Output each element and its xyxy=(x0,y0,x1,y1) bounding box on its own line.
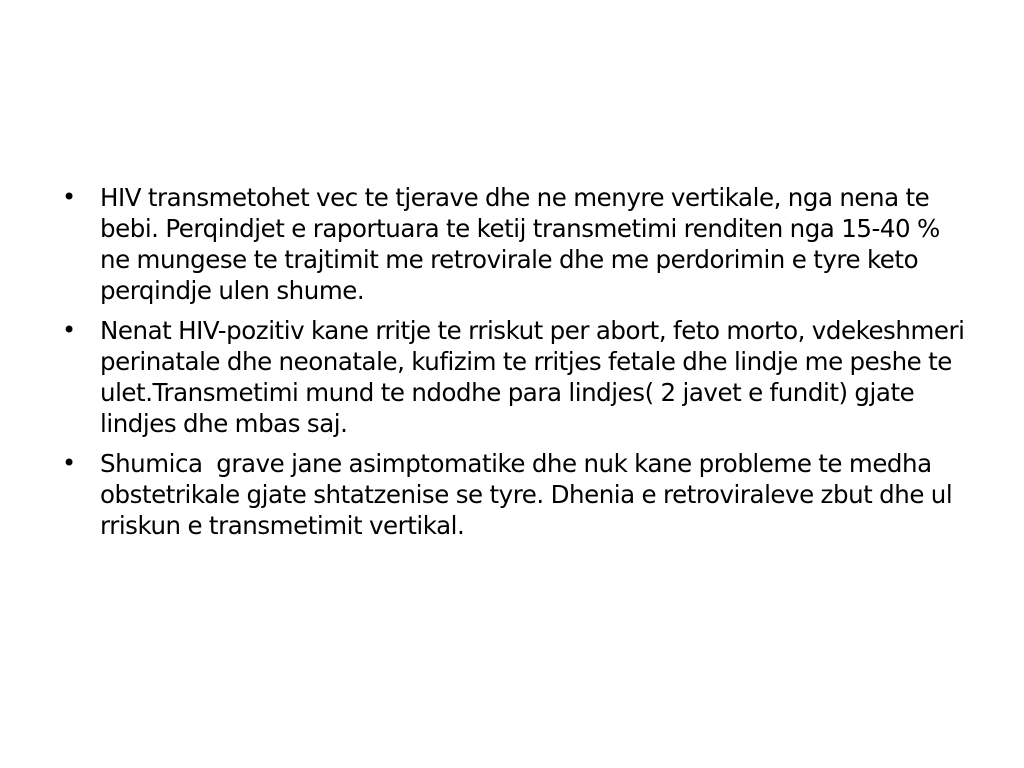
bullet-text: Shumica grave jane asimptomatike dhe nuk kane probleme te medha obstetrikale gjate shtatzenise se tyre. Dhenia e retroviraleve zbut dhe ul rriskun e transmetimit vertikal. xyxy=(100,449,960,540)
bullet-point-icon: • xyxy=(62,449,76,477)
bullet-text: Nenat HIV-pozitiv kane rritje te rriskut per abort, feto morto, vdekeshmeri perinatale dhe neonatale, kufizim te rritjes fetale dhe lindje me peshe te ulet.Transmetimi mund te ndodhe para lindjes( 2 javet e fundit) gjate lindjes dhe mbas saj. xyxy=(100,316,972,438)
bullet-item xyxy=(62,182,972,306)
bullet-point-icon: • xyxy=(62,183,76,211)
bullet-text: HIV transmetohet vec te tjerave dhe ne menyre vertikale, nga nena te bebi. Perqindjet e raportuara te ketij transmetimi renditen nga 15-40 % ne mungese te trajtimit me retrovirale dhe me perdorimin e tyre keto perqindje ulen shume. xyxy=(100,183,947,305)
bullet-item xyxy=(62,315,972,439)
slide-body xyxy=(62,182,972,550)
bullet-point-icon: • xyxy=(62,316,76,344)
bullet-item xyxy=(62,448,972,541)
bullet-list xyxy=(62,182,972,541)
